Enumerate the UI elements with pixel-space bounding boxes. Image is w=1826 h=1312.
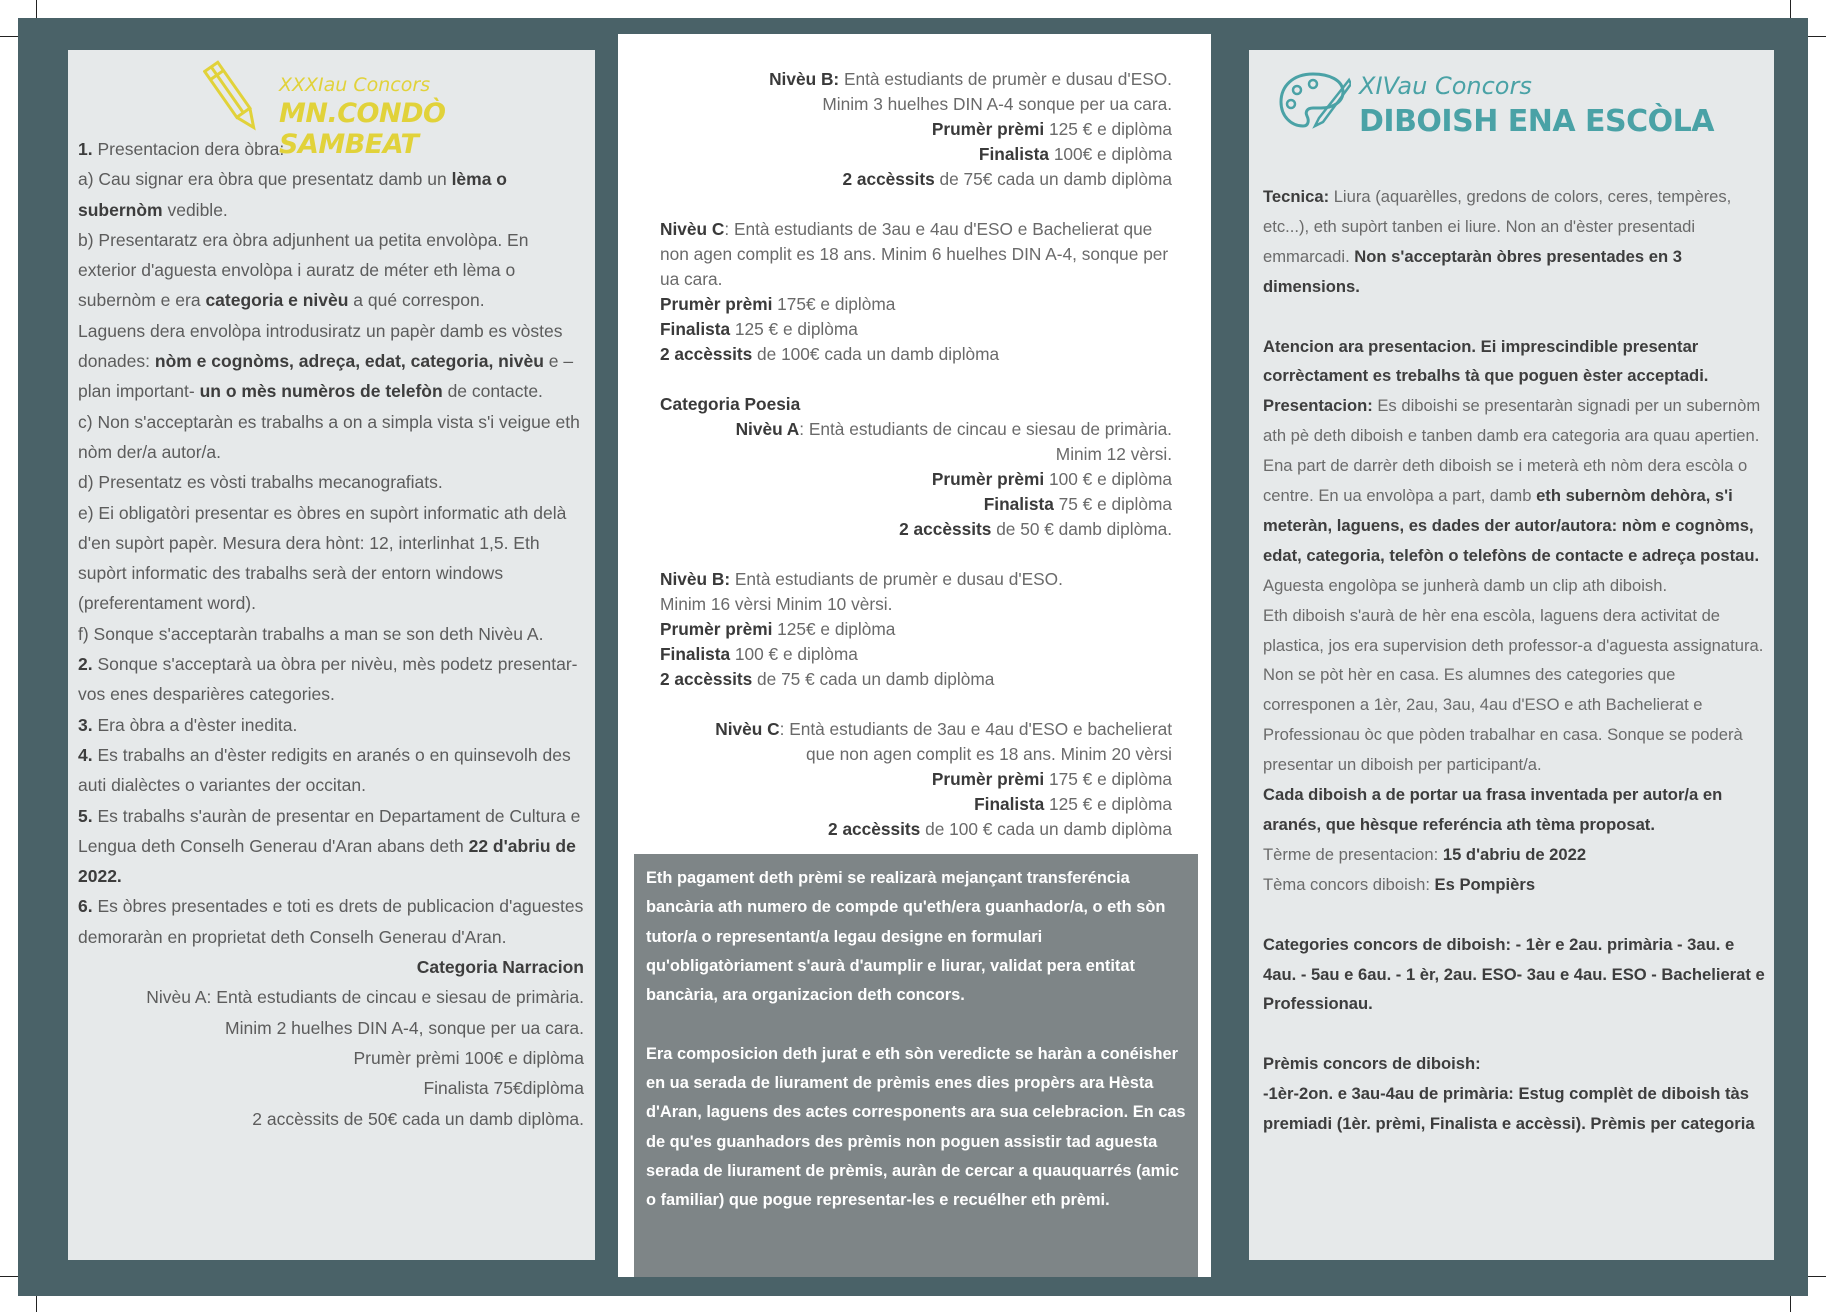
right-content xyxy=(1263,182,1768,1139)
narracion-line: Finalista 75€diplòma xyxy=(423,1078,584,1099)
right-header xyxy=(1277,64,1757,144)
narracion-line: 2 accèssits de 50€ cada un damb diplòma. xyxy=(252,1108,584,1129)
rule-1: 1. Presentacion dera òbra: xyxy=(78,139,285,159)
narracion-niveu-c: Nivèu C: Entà estudiants de 3au e 4au d'ESO e Bachelierat que non agen complit es 18 ans. Minim 6 huelhes DIN A-4, sonque per ua cara. Prumèr prèmi 175€ e diplòma Finalista 125 € e diplòma 2 accèssits de 100€ cada un damb diplòma xyxy=(660,219,1169,364)
payment-paragraph: Eth pagament deth prèmi se realizarà mejançant transferéncia bancària ath numero de compde qu'eth/era guanhador/a, o eth sòn tutor/a o representant/a legau designe en formulari qu'obligatòriament s'aurà d'aumplir e liurar, validat pera entitat bancària, ara organizacion deth concors. xyxy=(646,869,1166,1005)
jury-paragraph: Era composicion deth jurat e eth sòn veredicte se haràn a conéisher en ua serada de liurament de prèmis enes dies propèrs ara Hèsta d'Aran, laguens des actes corresponents ara sua celebracion. En cas de qu'es guanhadors des prèmis non poguen assistir tad aguesta serada de liurament de prèmis, auràn de cercar a quauquarrés (amic o familiar) que pogue representar-les e recuélher eth prèmi. xyxy=(646,1044,1186,1210)
tecnica-paragraph: Tecnica: Liura (aquarèlles, gredons de colors, ceres, tempères, etc...), eth supòrt tanben ei liure. Non an d'èster presentadi emmarcadi. Non s'acceptaràn òbres presentades en 3 dimensions. xyxy=(1263,187,1732,296)
left-header xyxy=(203,58,583,160)
narracion-niveu-b: Nivèu B: Entà estudiants de prumèr e dusau d'ESO. Minim 3 huelhes DIN A-4 sonque per ua cara. Prumèr prèmi 125 € e diplòma Finalista 100€ e diplòma 2 accèssits de 75€ cada un damb diplòma xyxy=(769,69,1172,189)
atencion-paragraph: Atencion ara presentacion. Ei imprescindible presentar corrèctament es trebalhs tà que poguen èster acceptadi. xyxy=(1263,336,1709,386)
left-rules xyxy=(78,134,584,1134)
narracion-line: Minim 2 huelhes DIN A-4, sonque per ua cara. xyxy=(225,1017,584,1038)
middle-panel xyxy=(618,34,1211,1277)
rule-1a: a) Cau signar era òbra que presentatz damb un lèma o subernòm vedible. xyxy=(78,169,508,220)
prizes-paragraph: -1èr-2on. e 3au-4au de primària: Estug complèt de diboish tàs premiadi (1èr. prèmi, Finalista e accèssi). Prèmis per categoria xyxy=(1263,1084,1755,1134)
deadline-line: Tèrme de presentacion: 15 d'abriu de 2022 xyxy=(1263,844,1587,864)
crop-mark xyxy=(36,1296,37,1312)
rule-1d: d) Presentatz es vòsti trabalhs mecanografiats. xyxy=(78,472,443,493)
crop-mark xyxy=(0,1276,18,1277)
crop-mark xyxy=(1790,0,1791,18)
rule-1b: b) Presentaratz era òbra adjunhent ua petita envolòpa. En exterior d'aguesta envolòpa i auratz de méter eth lèma o subernòm e era categoria e nivèu a qué correspon. xyxy=(78,229,529,311)
theme-line: Tèma concors diboish: Es Pompièrs xyxy=(1263,874,1536,894)
left-panel xyxy=(68,50,595,1260)
right-panel xyxy=(1249,50,1774,1260)
poesia-niveu-a: Nivèu A: Entà estudiants de cincau e siesau de primària. Minim 12 vèrsi. Prumèr prèmi 100 € e diplòma Finalista 75 € e diplòma 2 accèssits de 50 € damb diplòma. xyxy=(735,419,1172,539)
poesia-niveu-c: Nivèu C: Entà estudiants de 3au e 4au d'ESO e bachelierat que non agen complit es 18 ans. Minim 20 vèrsi Prumèr prèmi 175 € e diplòma Finalista 125 € e diplòma 2 accèssits de 100 € cada un damb diplòma xyxy=(715,719,1172,839)
rule-4: 4. Es trabalhs an d'èster redigits en aranés o en quinsevolh des auti dialèctes o variantes der occitan. xyxy=(78,744,571,796)
school-paragraph: Eth diboish s'aurà de hèr ena escòla, laguens dera activitat de plastica, jos era supervision deth professor-a d'aguesta assignatura. Non se pòt hèr en casa. Es alumnes des categories que corresponen a 1èr, 2au, 3au, 4au d'ESO e ath Bachelierat e Professionau òc que pòden trabalhar en casa. Sonque se poderà presentar un diboish per participant/a. xyxy=(1263,605,1764,775)
rule-2: 2. Sonque s'acceptarà ua òbra per nivèu, mès podetz presentar-vos enes desparières categories. xyxy=(78,654,578,705)
category-narracion-title: Categoria Narracion xyxy=(416,957,584,978)
crop-mark xyxy=(1808,1276,1826,1277)
poesia-niveu-b: Nivèu B: Entà estudiants de prumèr e dusau d'ESO. Minim 16 vèrsi Minim 10 vèrsi. Prumèr prèmi 125€ e diplòma Finalista 100 € e diplòma 2 accèssits de 75 € cada un damb diplòma xyxy=(660,569,1063,689)
rule-1c: c) Non s'acceptaràn es trabalhs a on a simpla vista s'i veigue eth nòm der/a autor/a. xyxy=(78,411,580,462)
right-header-line1: XIVau Concors xyxy=(1359,72,1532,100)
rule-1f: f) Sonque s'acceptaràn trabalhs a man se son deth Nivèu A. xyxy=(78,623,544,644)
pencil-icon xyxy=(203,58,263,138)
rule-6: 6. Es òbres presentades e toti es drets de publicacion d'aguestes demoraràn en proprietat deth Conselh Generau d'Aran. xyxy=(78,896,584,947)
rule-1b-data: Laguens dera envolòpa introdusiratz un papèr damb es vòstes donades: nòm e cognòms, adreça, edat, categoria, nivèu e –plan important- un o mès numèros de telefòn de contacte. xyxy=(78,320,574,402)
category-poesia-title: Categoria Poesia xyxy=(660,394,801,414)
crop-mark xyxy=(0,36,18,37)
narracion-line: Nivèu A: Entà estudiants de cincau e siesau de primària. xyxy=(146,987,584,1008)
crop-mark xyxy=(36,0,37,18)
payment-jury-box xyxy=(634,854,1198,1277)
palette-icon xyxy=(1277,70,1351,136)
crop-mark xyxy=(1790,1296,1791,1312)
left-header-line1: XXXIau Concors xyxy=(279,74,431,96)
narracion-line: Prumèr prèmi 100€ e diplòma xyxy=(353,1047,584,1068)
prizes-title: Prèmis concors de diboish: xyxy=(1263,1054,1481,1074)
categories-paragraph: Categories concors de diboish: - 1èr e 2au. primària - 3au. e 4au. - 5au e 6au. - 1 èr, 2au. ESO- 3au e 4au. ESO - Bachelierat e Professionau. xyxy=(1263,934,1765,1014)
rule-3: 3. Era òbra a d'èster inedita. xyxy=(78,714,298,735)
right-header-line2: DIBOISH ENA ESCÒLA xyxy=(1359,104,1714,139)
left-header-line2: MN.CONDÒ SAMBEAT xyxy=(279,98,446,160)
presentacion-paragraph: Presentacion: Es diboishi se presentaràn signadi per un subernòm ath pè deth diboish e tanben damb era categoria ara quau apertien. Ena part de darrèr deth diboish se i meterà eth nòm dera escòla o centre. En ua envolòpa a part, damb eth subernòm dehòra, s'i meteràn, laguens, es dades der autor/autora: nòm e cognòms, edat, categoria, telefòn o telefòns de contacte e adreça postau. Aguesta engolòpa se junherà damb un clip ath diboish. xyxy=(1263,396,1761,595)
crop-mark xyxy=(1808,36,1826,37)
middle-content xyxy=(660,67,1172,842)
rule-5: 5. Es trabalhs s'auràn de presentar en Departament de Cultura e Lengua deth Conselh Generau d'Aran abans deth 22 d'abriu de 2022. xyxy=(78,805,581,887)
rule-1e: e) Ei obligatòri presentar es òbres en supòrt informatic ath delà d'en supòrt papèr. Mesura dera hònt: 12, interlinhat 1,5. Eth supòrt informatic des trabalhs serà der entorn windows (preferentament word). xyxy=(78,502,567,614)
phrase-paragraph: Cada diboish a de portar ua frasa inventada per autor/a en aranés, que hèsque referéncia ath tèma proposat. xyxy=(1263,785,1723,835)
